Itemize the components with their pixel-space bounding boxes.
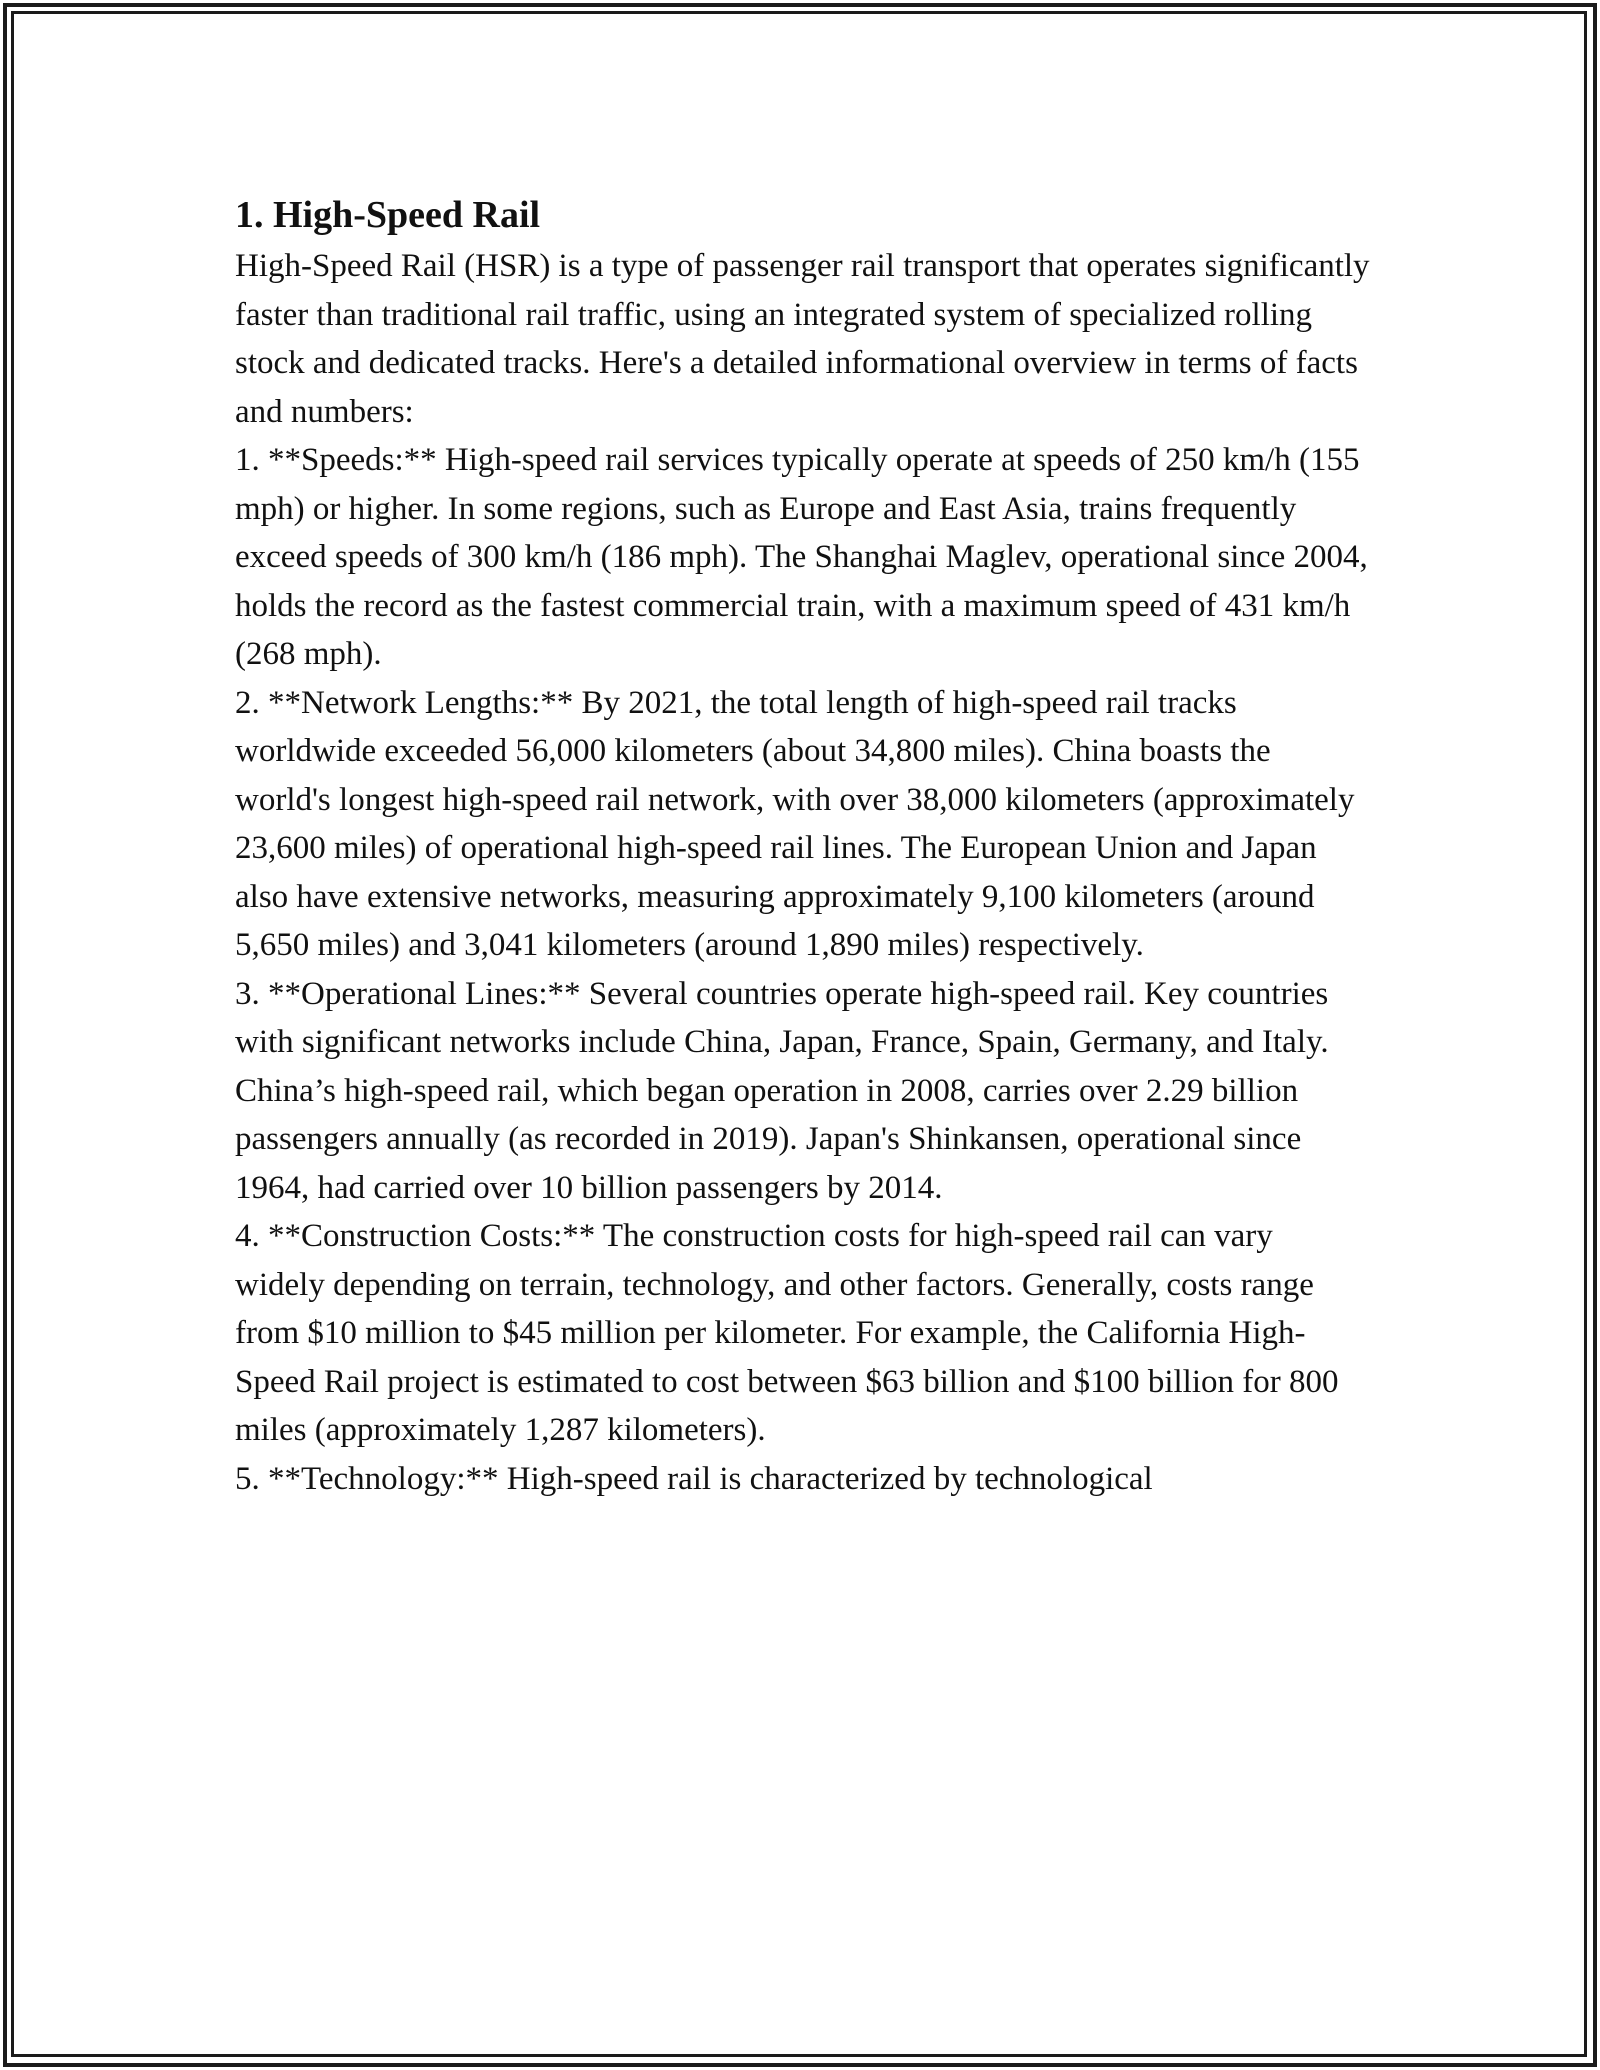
document-body <box>235 188 1370 1503</box>
intro-paragraph: High-Speed Rail (HSR) is a type of passenger rail transport that operates significantly faster than traditional rail traffic, using an integrated system of specialized rolling stock and dedicated tracks. Here's a detailed informational overview in terms of facts and numbers: <box>235 248 1370 430</box>
list-item-speeds: 1. **Speeds:** High-speed rail services typically operate at speeds of 250 km/h (155 mph) or higher. In some regions, such as Europe and East Asia, trains frequently exceed speeds of 300 km/h (186 mph). The Shanghai Maglev, operational since 2004, holds the record as the fastest commercial train, with a maximum speed of 431 km/h (268 mph). <box>235 442 1368 672</box>
list-item-operational-lines: 3. **Operational Lines:** Several countries operate high-speed rail. Key countries with significant networks include China, Japan, France, Spain, Germany, and Italy. China’s high-speed rail, which began operation in 2008, carries over 2.29 billion passengers annually (as recorded in 2019). Japan's Shinkansen, operational since 1964, had carried over 10 billion passengers by 2014. <box>235 975 1329 1206</box>
list-item-construction-costs: 4. **Construction Costs:** The construction costs for high-speed rail can vary widely depending on terrain, technology, and other factors. Generally, costs range from $10 million to $45 million per kilometer. For example, the California High-Speed Rail project is estimated to cost between $63 billion and $100 billion for 800 miles (approximately 1,287 kilometers). <box>235 1218 1339 1448</box>
section-heading: 1. High-Speed Rail <box>235 194 541 236</box>
list-item-technology: 5. **Technology:** High-speed rail is characterized by technological <box>235 1460 1153 1497</box>
list-item-network-lengths: 2. **Network Lengths:** By 2021, the total length of high-speed rail tracks worldwide exceeded 56,000 kilometers (about 34,800 miles). China boasts the world's longest high-speed rail network, with over 38,000 kilometers (approximately 23,600 miles) of operational high-speed rail lines. The European Union and Japan also have extensive networks, measuring approximately 9,100 kilometers (around 5,650 miles) and 3,041 kilometers (around 1,890 miles) respectively. <box>235 684 1355 963</box>
